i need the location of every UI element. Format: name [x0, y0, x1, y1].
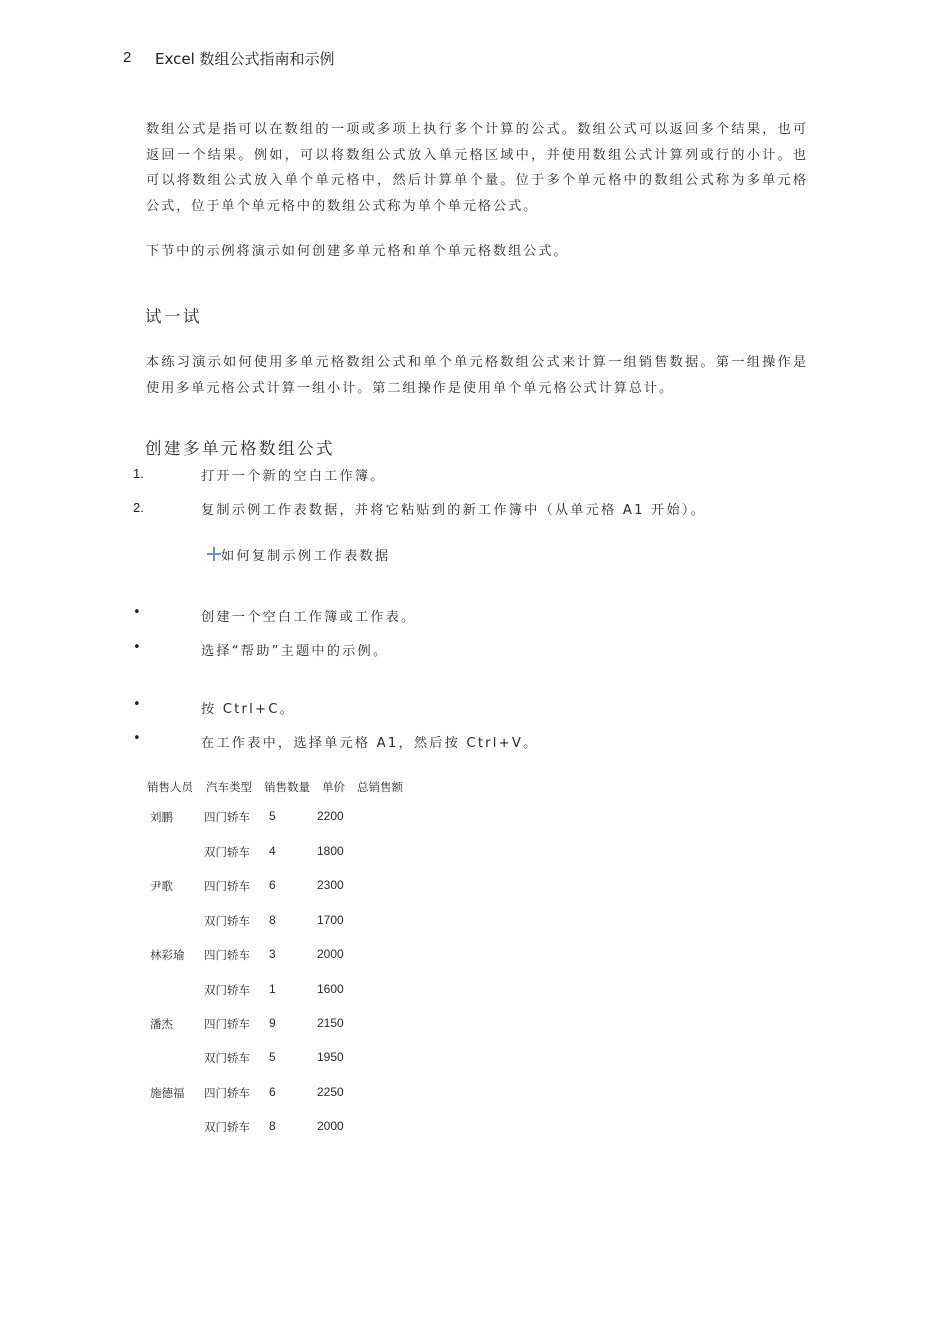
cell-salesperson: 尹歌	[150, 879, 173, 893]
step-number: 1.	[133, 466, 144, 481]
bullet-text: 在工作表中，选择单元格 A1，然后按 Ctrl+V。	[201, 736, 539, 751]
cell-car-type: 双门轿车	[204, 1051, 250, 1065]
cell-quantity: 8	[269, 913, 276, 927]
cell-unit-price: 2000	[317, 1119, 344, 1133]
table-header-total-sales: 总销售额	[357, 780, 403, 794]
cell-quantity: 1	[269, 982, 276, 996]
bullet-text: 创建一个空白工作簿或工作表。	[201, 610, 417, 625]
cell-salesperson: 刘鹏	[150, 810, 173, 824]
cell-car-type: 四门轿车	[204, 879, 250, 893]
step-text: 打开一个新的空白工作簿。	[201, 469, 386, 484]
bullet-marker: •	[133, 605, 141, 620]
table-header-quantity: 销售数量	[264, 780, 310, 794]
document-title: Excel 数组公式指南和示例	[155, 50, 335, 68]
table-header-car-type: 汽车类型	[206, 780, 252, 794]
cell-unit-price: 1800	[317, 844, 344, 858]
cell-car-type: 双门轿车	[204, 914, 250, 928]
intro-paragraph: 数组公式是指可以在数组的一项或多项上执行多个计算的公式。数组公式可以返回多个结果，也可返回一个结果。例如，可以将数组公式放入单元格区域中，并使用数组公式计算列或行的小计。也可以将数组公式放入单个单元格中，然后计算单个量。位于多个单元格中的数组公式称为多单元格公式，位于单个单元格中的数组公式称为单个单元格公式。	[146, 122, 808, 214]
cell-car-type: 双门轿车	[204, 845, 250, 859]
expand-plus-icon[interactable]	[207, 547, 221, 561]
cell-unit-price: 1950	[317, 1050, 344, 1064]
cell-salesperson: 施德福	[150, 1086, 185, 1100]
cell-unit-price: 2250	[317, 1085, 344, 1099]
cell-unit-price: 2150	[317, 1016, 344, 1030]
page-number: 2	[123, 49, 132, 66]
bullet-marker: •	[133, 731, 141, 746]
cell-quantity: 4	[269, 844, 276, 858]
cell-unit-price: 2300	[317, 878, 344, 892]
cell-quantity: 3	[269, 947, 276, 961]
cell-unit-price: 1700	[317, 913, 344, 927]
cell-salesperson: 林彩瑜	[150, 948, 185, 962]
step-text: 复制示例工作表数据，并将它粘贴到的新工作簿中（从单元格 A1 开始）。	[201, 503, 707, 518]
cell-quantity: 8	[269, 1119, 276, 1133]
cell-quantity: 6	[269, 1085, 276, 1099]
cell-car-type: 双门轿车	[204, 1120, 250, 1134]
cell-unit-price: 2200	[317, 809, 344, 823]
section-heading-create: 创建多单元格数组公式	[145, 439, 335, 458]
cell-salesperson: 潘杰	[150, 1017, 173, 1031]
cell-car-type: 四门轿车	[204, 810, 250, 824]
cell-quantity: 5	[269, 809, 276, 823]
bullet-text: 选择“帮助”主题中的示例。	[201, 644, 389, 659]
expand-copy-instructions-link[interactable]	[207, 545, 390, 564]
intro-paragraph-2: 下节中的示例将演示如何创建多单元格和单个单元格数组公式。	[146, 244, 569, 259]
cell-unit-price: 1600	[317, 982, 344, 996]
cell-car-type: 四门轿车	[204, 1017, 250, 1031]
cell-quantity: 5	[269, 1050, 276, 1064]
section-heading-try: 试一试	[145, 307, 202, 326]
cell-quantity: 6	[269, 878, 276, 892]
cell-quantity: 9	[269, 1016, 276, 1030]
cell-car-type: 双门轿车	[204, 983, 250, 997]
expand-link-label: 如何复制示例工作表数据	[221, 549, 391, 564]
step-number: 2.	[133, 500, 144, 515]
bullet-marker: •	[133, 640, 141, 655]
bullet-marker: •	[133, 697, 141, 712]
table-header-unit-price: 单价	[322, 780, 345, 794]
cell-unit-price: 2000	[317, 947, 344, 961]
bullet-text: 按 Ctrl+C。	[201, 702, 296, 717]
table-header-salesperson: 销售人员	[147, 780, 193, 794]
try-paragraph: 本练习演示如何使用多单元格数组公式和单个单元格数组公式来计算一组销售数据。第一组操作是使用多单元格公式计算一组小计。第二组操作是使用单个单元格公式计算总计。	[146, 355, 808, 396]
cell-car-type: 四门轿车	[204, 948, 250, 962]
cell-car-type: 四门轿车	[204, 1086, 250, 1100]
